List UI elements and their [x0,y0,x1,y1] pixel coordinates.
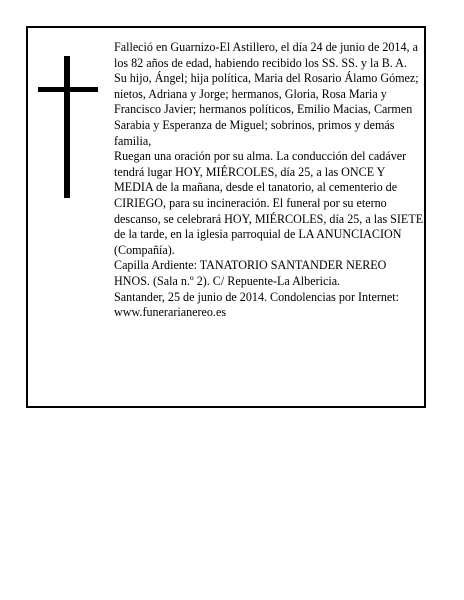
notice-body [114,40,424,321]
cross-vertical-bar [64,56,70,198]
notice-paragraph-date-contact: Santander, 25 de junio de 2014. Condolencias por Internet: www.funerarianereo.es [114,289,399,320]
obituary-notice [26,26,426,408]
notice-paragraph-death: Falleció en Guarnizo-El Astillero, el día 24 de junio de 2014, a los 82 años de edad, habiendo recibido los SS. SS. y la B. A. [114,40,418,70]
notice-paragraph-ceremony: Ruegan una oración por su alma. La conducción del cadáver tendrá lugar HOY, MIÉRCOLES, día 25, a las ONCE Y MEDIA de la mañana, desde el tanatorio, al cementerio de CIRIEGO, para su incineración. El funeral por su eterno descanso, se celebrará HOY, MIÉRCOLES, día 25, a las SIETE de la tarde, en la iglesia parroquial de LA ANUNCIACION (Compañía). [114,149,424,257]
cross-horizontal-bar [38,87,98,92]
cross-icon [38,56,98,198]
notice-paragraph-chapel: Capilla Ardiente: TANATORIO SANTANDER NEREO HNOS. (Sala n.º 2). C/ Repuente-La Albericia. [114,258,387,288]
notice-paragraph-family: Su hijo, Ángel; hija política, Maria del Rosario Álamo Gómez; nietos, Adriana y Jorge; hermanos, Gloria, Rosa Maria y Francisco Javier; hermanos políticos, Emilio Macias, Carmen Sarabia y Esperanza de Miguel; sobrinos, primos y demás familia, [114,71,419,148]
